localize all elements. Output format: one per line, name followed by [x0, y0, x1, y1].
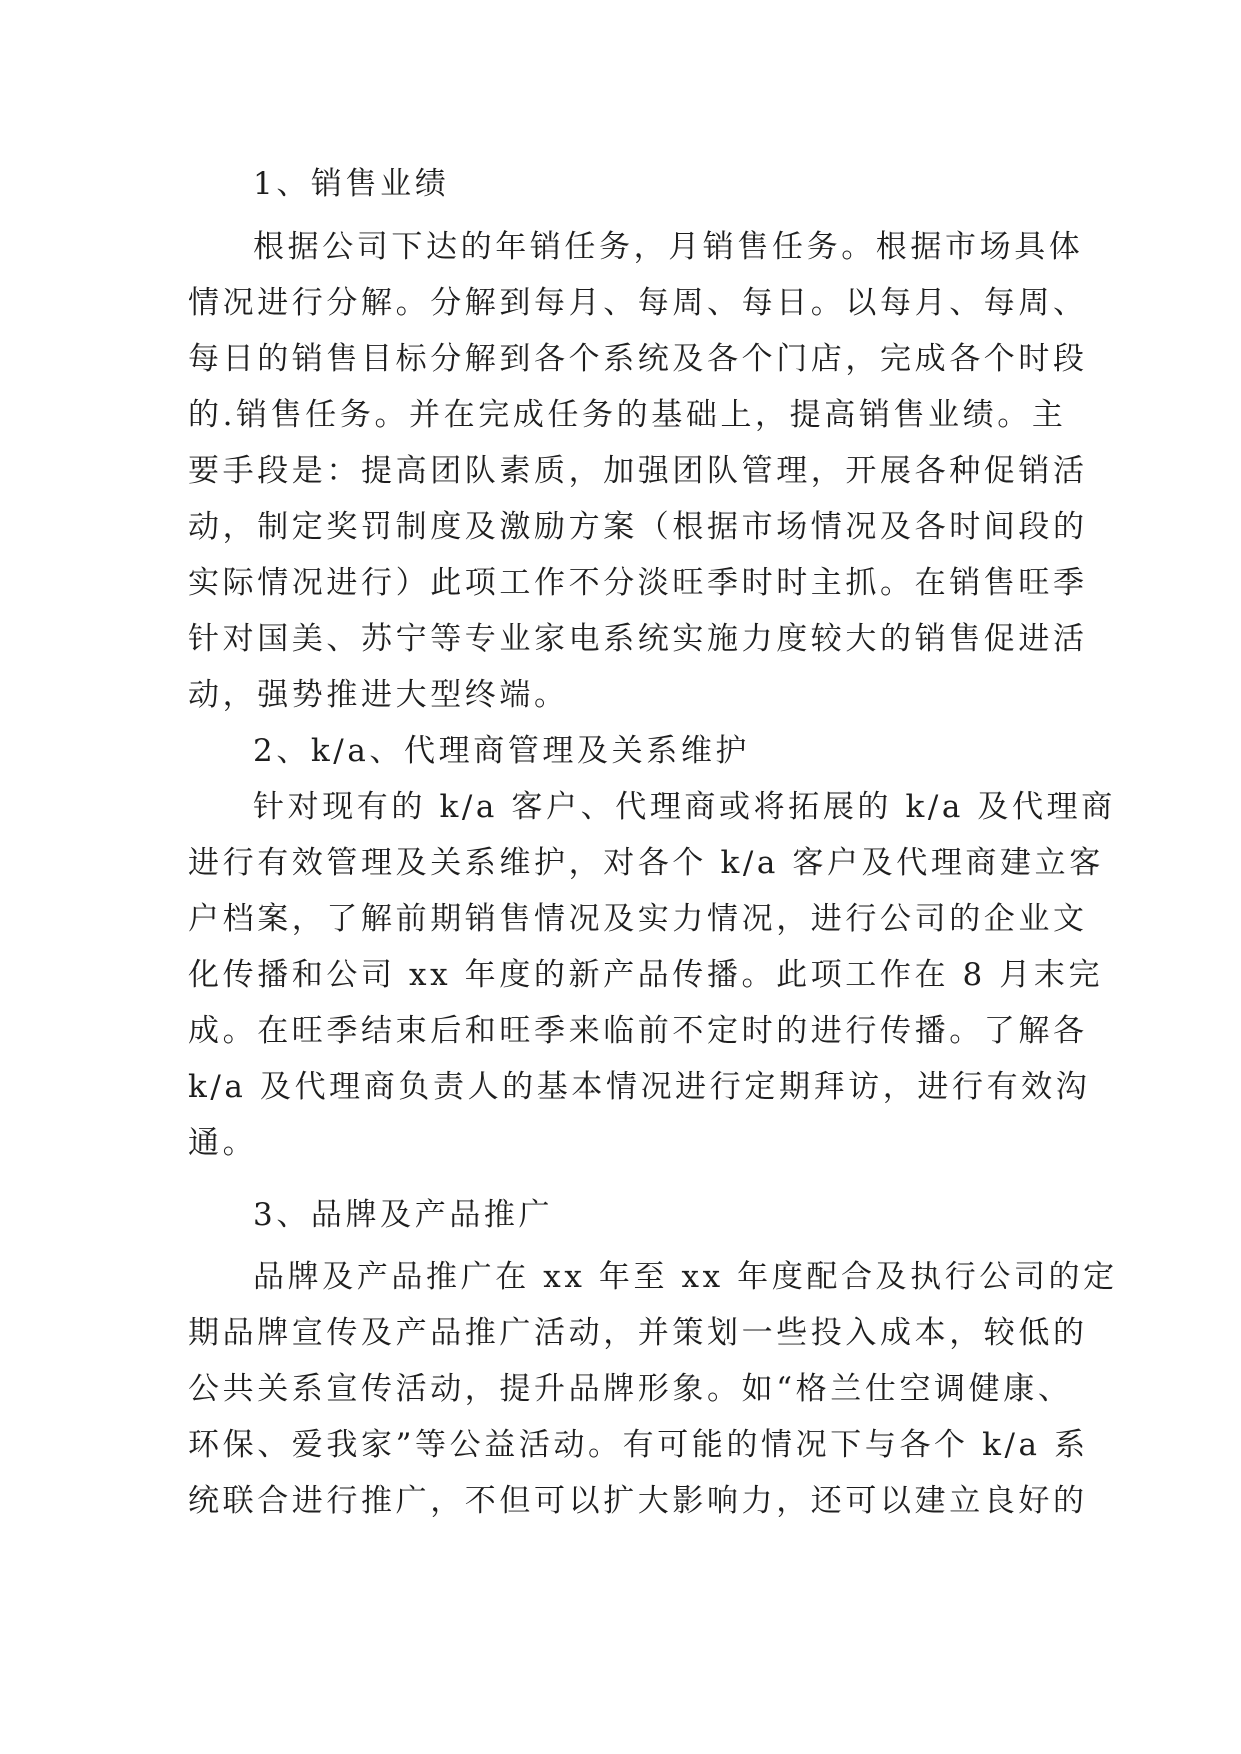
paragraph-line: 品牌及产品推广在 xx 年至 xx 年度配合及执行公司的定	[253, 1259, 1118, 1295]
section-heading-ka-agents: 2、k/a、代理商管理及关系维护	[253, 733, 751, 769]
paragraph-line: 要手段是：提高团队素质，加强团队管理，开展各种促销活	[188, 453, 1088, 489]
section-heading-sales: 1、销售业绩	[253, 166, 450, 202]
paragraph-line: 针对国美、苏宁等专业家电系统实施力度较大的销售促进活	[188, 621, 1088, 657]
paragraph-line: 动，强势推进大型终端。	[188, 677, 569, 713]
paragraph-line: 通。	[188, 1125, 258, 1161]
paragraph-line: 实际情况进行）此项工作不分淡旺季时时主抓。在销售旺季	[188, 565, 1088, 601]
paragraph-line: 根据公司下达的年销任务，月销售任务。根据市场具体	[253, 229, 1084, 265]
paragraph-line: 成。在旺季结束后和旺季来临前不定时的进行传播。了解各	[188, 1013, 1088, 1049]
paragraph-line: 动，制定奖罚制度及激励方案（根据市场情况及各时间段的	[188, 509, 1088, 545]
paragraph-line: 的.销售任务。并在完成任务的基础上，提高销售业绩。主	[188, 397, 1067, 433]
paragraph-line: 化传播和公司 xx 年度的新产品传播。此项工作在 8 月末完	[188, 957, 1104, 993]
paragraph-line: 针对现有的 k/a 客户、代理商或将拓展的 k/a 及代理商	[253, 789, 1116, 825]
paragraph-line: 期品牌宣传及产品推广活动，并策划一些投入成本，较低的	[188, 1315, 1088, 1351]
paragraph-line: 户档案，了解前期销售情况及实力情况，进行公司的企业文	[188, 901, 1088, 937]
paragraph-line: k/a 及代理商负责人的基本情况进行定期拜访，进行有效沟	[188, 1069, 1091, 1105]
section-heading-brand-promotion: 3、品牌及产品推广	[253, 1197, 554, 1233]
paragraph-line: 进行有效管理及关系维护，对各个 k/a 客户及代理商建立客	[188, 845, 1104, 881]
paragraph-line: 环保、爱我家”等公益活动。有可能的情况下与各个 k/a 系	[188, 1427, 1089, 1463]
paragraph-line: 统联合进行推广，不但可以扩大影响力，还可以建立良好的	[188, 1483, 1088, 1519]
paragraph-line: 情况进行分解。分解到每月、每周、每日。以每月、每周、	[188, 285, 1088, 321]
paragraph-line: 每日的销售目标分解到各个系统及各个门店，完成各个时段	[188, 341, 1088, 377]
paragraph-line: 公共关系宣传活动，提升品牌形象。如“格兰仕空调健康、	[188, 1371, 1073, 1407]
